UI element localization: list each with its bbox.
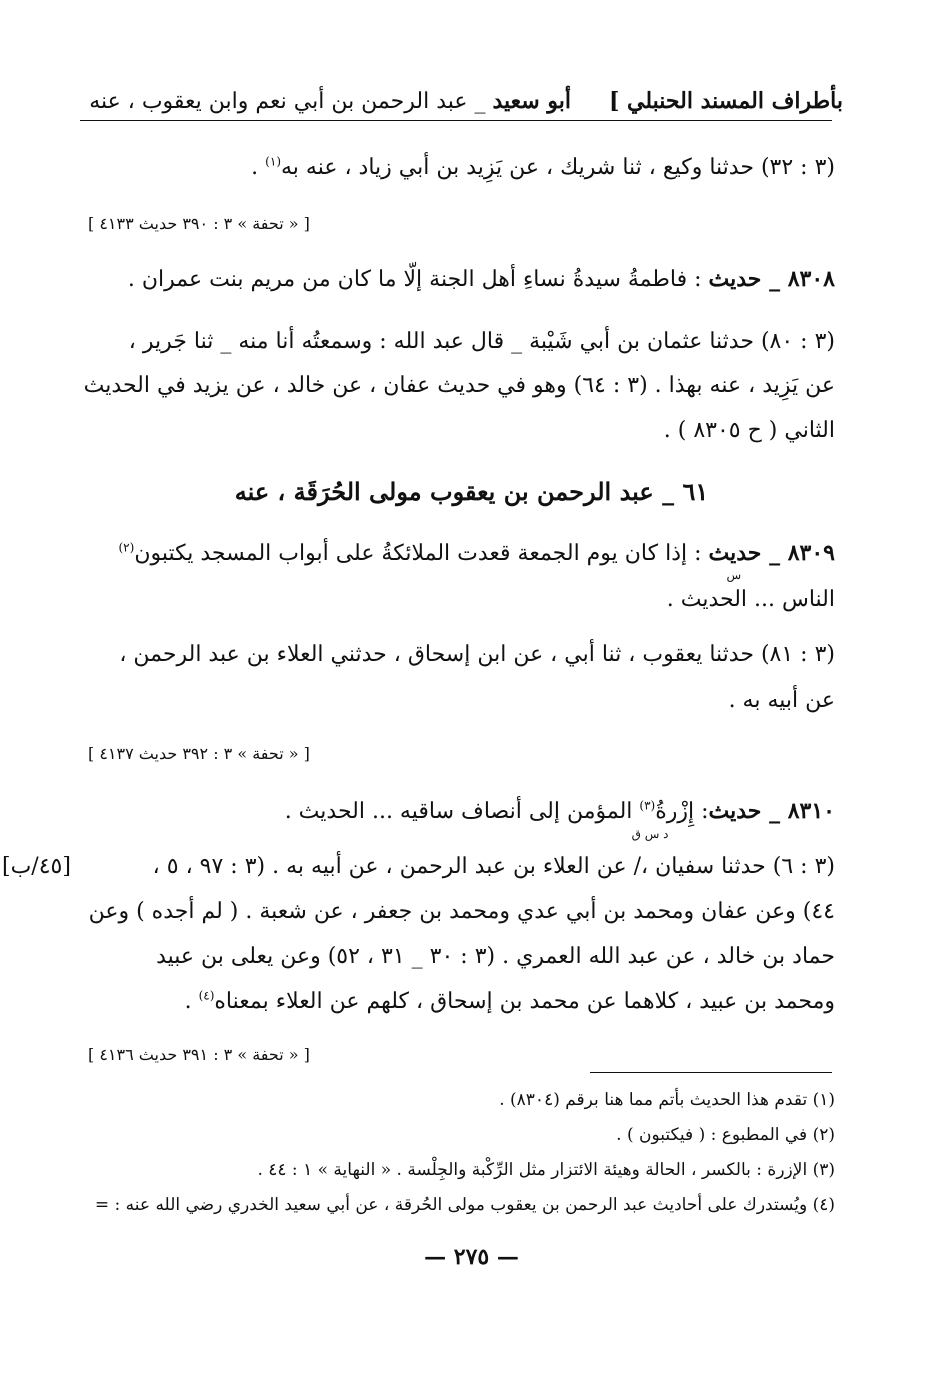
header-left: [89, 86, 571, 117]
margin-ref: [٤٥/ب]: [2, 854, 71, 879]
footnote-1: (١) تقدم هذا الحديث بأتم مما هنا برقم (٨٣٠٤) .: [499, 1090, 835, 1110]
hadith-8310-text: المؤمن إلى أنصاف ساقيه ... الحديث .: [284, 799, 640, 824]
line-11-text: ومحمد بن عبيد ، كلاهما عن محمد بن إسحاق ، كلهم عن العلاء بمعناه: [214, 989, 835, 1014]
line-3: عن يَزِيد ، عنه بهذا . (٣ : ٦٤) وهو في حديث عفان ، عن خالد ، عن يزيد في الحديث: [83, 373, 835, 398]
header-rule: [80, 120, 832, 121]
hadith-8310: [284, 796, 835, 841]
footnote-ref-2: (٢): [118, 540, 135, 555]
hadith-8309: [118, 538, 835, 582]
footnote-ref-4: (٤): [198, 988, 215, 1003]
tuhfa-ref-1: [ « تحفة » ٣ : ٣٩٠ حديث ٤١٣٣ ]: [88, 214, 310, 233]
hadith-8309-number: [708, 538, 835, 582]
hadith-8310-pre: : إِزْرةُ: [655, 799, 709, 824]
footnote-rule: [590, 1072, 832, 1073]
line-4: الثاني ( ح ٨٣٠٥ ) .: [663, 418, 835, 443]
footnote-ref-3: (٣): [639, 798, 656, 813]
footnote-ref-1: (١): [265, 154, 281, 169]
line-1-text: (٣ : ٣٢) حدثنا وكيع ، ثنا شريك ، عن يَزِيد بن أبي زياد ، عنه به: [281, 155, 835, 180]
tuhfa-ref-2: [ « تحفة » ٣ : ٣٩٢ حديث ٤١٣٧ ]: [88, 744, 310, 763]
hadith-8309-number-text: ٨٣٠٩ _ حديث: [708, 540, 835, 566]
line-9: ٤٤) وعن عفان ومحمد بن أبي عدي ومحمد بن جعفر ، عن شعبة . ( لم أجده ) وعن: [88, 899, 835, 924]
section-title: ٦١ _ عبد الرحمن بن يعقوب مولى الحُرَقَة ، عنه: [234, 477, 709, 506]
footnote-3: (٣) الإزرة : بالكسر ، الحالة وهيئة الائتزار مثل الرِّكْبة والجِلْسة . « النهاية » ١ : ٤٤ .: [257, 1160, 835, 1180]
line-2: (٣ : ٨٠) حدثنا عثمان بن أبي شَيْبة _ قال عبد الله : وسمعتُه أنا منه _ ثنا جَرير ،: [128, 329, 835, 354]
header-chapter: _ عبد الرحمن بن أبي نعم وابن يعقوب ، عنه: [89, 89, 493, 114]
header-book-title: بأطراف المسند الحنبلي ]: [608, 88, 843, 114]
hadith-8310-word: [631, 797, 709, 841]
line-11-end: .: [184, 989, 199, 1014]
hadith-8310-number: ٨٣١٠ _ حديث: [708, 798, 835, 824]
hadith-8309-text: : إذا كان يوم الجمعة قعدت الملائكةُ على أبواب المسجد يكتبون: [134, 541, 709, 566]
header-right: [609, 86, 843, 116]
header-narrator: أبو سعيد: [492, 88, 571, 114]
hadith-8308: [128, 264, 835, 295]
line-8: (٣ : ٦) حدثنا سفيان ،/ عن العلاء بن عبد الرحمن ، عن أبيه به . (٣ : ٩٧ ، ٥ ،: [152, 854, 835, 879]
footnote-4: (٤) ويُستدرك على أحاديث عبد الرحمن بن يعقوب مولى الحُرقة ، عن أبي سعيد الخدري رضي الله عنه : =: [94, 1195, 835, 1215]
line-10: حماد بن خالد ، عن عبد الله العمري . (٣ : ٣٠ _ ٣١ ، ٥٢) وعن يعلى بن عبيد: [156, 944, 835, 969]
line-7: عن أبيه به .: [728, 688, 835, 713]
hadith-8309-siglum: س: [726, 568, 742, 582]
hadith-8308-number: ٨٣٠٨ _ حديث: [708, 266, 835, 292]
line-5: الناس ... الحديث .: [666, 587, 835, 612]
line-1: [251, 153, 835, 183]
line-1-end: .: [251, 155, 266, 180]
tuhfa-ref-3: [ « تحفة » ٣ : ٣٩١ حديث ٤١٣٦ ]: [88, 1045, 310, 1064]
line-6: (٣ : ٨١) حدثنا يعقوب ، ثنا أبي ، عن ابن إسحاق ، حدثني العلاء بن عبد الرحمن ،: [119, 642, 835, 667]
hadith-8310-siglum: د س ق: [631, 827, 669, 841]
page-number: — ٢٧٥ —: [424, 1244, 519, 1270]
footnote-2: (٢) في المطبوع : ( فيكتبون ) .: [616, 1125, 835, 1145]
hadith-8308-text: : فاطمةُ سيدةُ نساءِ أهل الجنة إلّا ما كان من مريم بنت عمران .: [127, 267, 709, 292]
line-11: [185, 987, 835, 1017]
